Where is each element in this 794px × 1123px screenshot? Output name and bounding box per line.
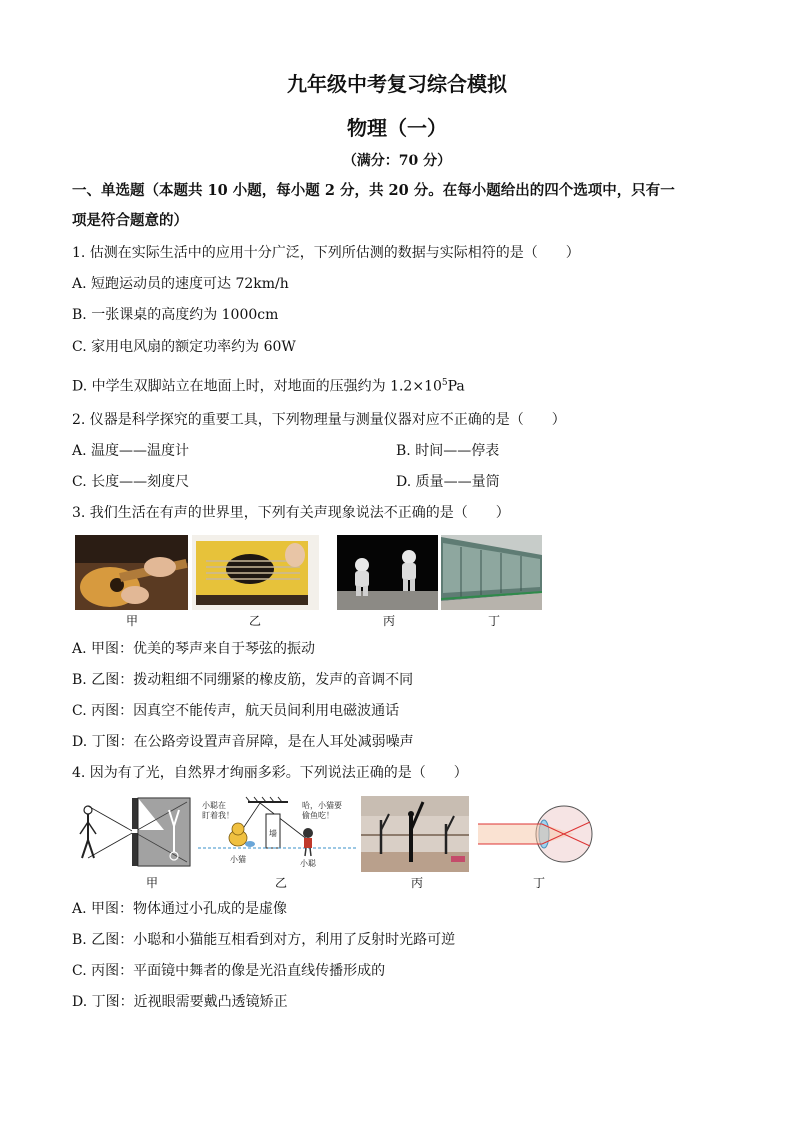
q3-option-b: B. 乙图：拨动粗细不同绷紧的橡皮筋，发声的音调不同 [72, 672, 414, 688]
q3-option-a: A. 甲图：优美的琴声来自于琴弦的振动 [72, 641, 316, 657]
section-heading-line2: 项是符合题意的） [72, 212, 188, 229]
q4-figure-dancers-photo [361, 796, 469, 872]
question-1-stem: 1. 估测在实际生活中的应用十分广泛，下列所估测的数据与实际相符的是（ ） [72, 245, 580, 261]
q4-cat-speech-line1: 小聪在 [202, 801, 226, 810]
q4-figure-pinhole-diagram [74, 796, 196, 868]
q4-boy-speech-line2: 偷鱼吃！ [302, 811, 334, 820]
q4-cat-name-label: 小猫 [230, 855, 246, 864]
q2-option-a: A. 温度——温度计 [72, 443, 190, 459]
q3-label-yi: 乙 [248, 614, 261, 628]
q3-option-d: D. 丁图：在公路旁设置声音屏障，是在人耳处减弱噪声 [72, 734, 414, 750]
q3-figure-guitar-photo [75, 535, 188, 610]
q3-option-c: C. 丙图：因真空不能传声，航天员间利用电磁波通话 [72, 703, 400, 719]
q2-option-b: B. 时间——停表 [396, 443, 500, 459]
q4-cat-speech-line2: 盯着我！ [202, 811, 234, 820]
q4-label-jia: 甲 [145, 876, 158, 890]
q1-option-c: C. 家用电风扇的额定功率约为 60W [72, 339, 296, 355]
question-4-stem: 4. 因为有了光，自然界才绚丽多彩。下列说法正确的是（ ） [72, 765, 468, 781]
q4-boy-speech-line1: 哈，小猫要 [302, 801, 342, 810]
q4-wall-label: 墙 [269, 829, 277, 838]
q4-label-bing: 丙 [410, 876, 423, 890]
q4-figure-eye-diagram [478, 796, 598, 872]
section-heading-line1: 一、单选题（本题共 10 小题，每小题 2 分，共 20 分。在每小题给出的四个选项中，只有一 [72, 182, 675, 199]
q4-boy-name-label: 小聪 [300, 859, 316, 868]
q4-option-c: C. 丙图：平面镜中舞者的像是光沿直线传播形成的 [72, 963, 386, 979]
q4-label-yi: 乙 [274, 876, 287, 890]
q3-figure-astronauts-photo [337, 535, 438, 610]
q1-option-b: B. 一张课桌的高度约为 1000cm [72, 307, 279, 323]
q4-option-a: A. 甲图：物体通过小孔成的是虚像 [72, 901, 288, 917]
q3-label-bing: 丙 [382, 614, 395, 628]
q4-label-ding: 丁 [532, 876, 545, 890]
q3-figure-rubber-band-box [192, 535, 319, 610]
question-3-stem: 3. 我们生活在有声的世界里，下列有关声现象说法不正确的是（ ） [72, 505, 510, 521]
q4-option-b: B. 乙图：小聪和小猫能互相看到对方，利用了反射时光路可逆 [72, 932, 456, 948]
exam-full-score: （满分：70 分） [342, 153, 452, 169]
exam-title: 九年级中考复习综合模拟 [287, 72, 507, 96]
q4-option-d: D. 丁图：近视眼需要戴凸透镜矫正 [72, 994, 288, 1010]
q2-option-d: D. 质量——量筒 [396, 474, 500, 490]
question-2-stem: 2. 仪器是科学探究的重要工具，下列物理量与测量仪器对应不正确的是（ ） [72, 412, 566, 428]
q2-option-c: C. 长度——刻度尺 [72, 474, 190, 490]
q4-figure-cat-boy-mirror [198, 796, 356, 872]
q3-figure-sound-barrier-photo [441, 535, 542, 610]
q1-option-a: A. 短跑运动员的速度可达 72km/h [72, 276, 289, 292]
q3-label-ding: 丁 [487, 614, 500, 628]
q3-label-jia: 甲 [125, 614, 138, 628]
exam-subject: 物理（一） [347, 116, 447, 140]
q1-option-d: D. 中学生双脚站立在地面上时，对地面的压强约为 $1.2\times 10^5Pa$ [72, 378, 465, 395]
